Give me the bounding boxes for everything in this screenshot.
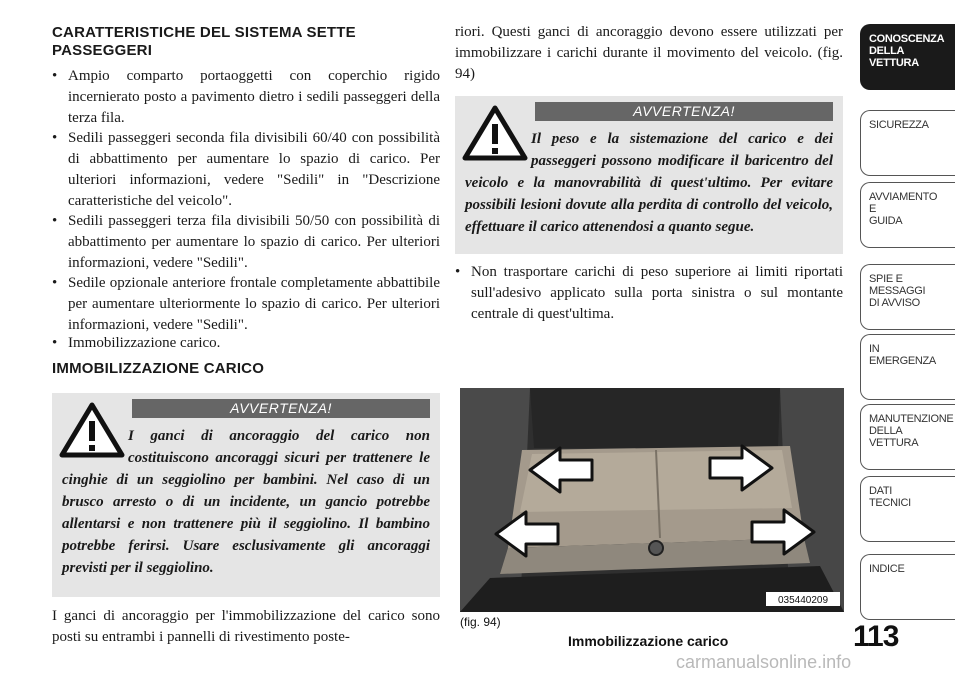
- photo-code: 035440209: [777, 595, 829, 606]
- section-heading-seven-passenger: CARATTERISTICHE DEL SISTEMA SETTE PASSEGGERI: [52, 24, 356, 59]
- bullet-icon: •: [52, 130, 58, 146]
- cargo-area-photo: [460, 388, 844, 612]
- tab-sicurezza[interactable]: SICUREZZA: [860, 110, 955, 176]
- warning-box: [52, 393, 440, 597]
- tab-conoscenza[interactable]: CONOSCENZA DELLA VETTURA: [860, 24, 955, 90]
- list-item: • Non trasportare carichi di peso superiore ai limiti riportati sull'adesivo applicato sulla porta sinistra o sul montante centrale di quest'ultima.: [455, 264, 843, 322]
- tab-emergenza[interactable]: IN EMERGENZA: [860, 334, 955, 400]
- bullet-icon: •: [52, 335, 58, 351]
- cargo-area-illustration: [460, 388, 844, 612]
- tab-spie[interactable]: SPIE E MESSAGGI DI AVVISO: [860, 264, 955, 330]
- watermark: carmanualsonline.info: [676, 652, 852, 672]
- list-item: • Sedili passeggeri terza fila divisibili 50/50 con possibilità di abbattimento per aumentare lo spazio di carico. Per ulteriori informazioni, vedere "Sedili".: [52, 213, 440, 271]
- list-item: • Sedili passeggeri seconda fila divisibili 60/40 con possibilità di abbattimento per aumentare lo spazio di carico. Per ulteriori informazioni, vedere "Sedili" in "Descrizione caratteristiche del veicolo".: [52, 130, 440, 209]
- footer-section-title: Immobilizzazione carico: [568, 633, 729, 649]
- list-item: • Ampio comparto portaoggetti con coperchio rigido incernierato posto a pavimento dietro i sedili passeggeri della terza fila.: [52, 68, 440, 126]
- body-paragraph: I ganci di ancoraggio per l'immobilizzazione del carico sono posti su entrambi i pannelli di rivestimento poste-: [52, 608, 440, 645]
- warning-text: I ganci di ancoraggio del carico non costituiscono ancoraggi sicuri per trattenere le cinghie di un seggiolino per bambini. Nel caso di un brusco arresto o di un incidente, un gancio potrebbe allentarsi e non trattenere più il seggiolino. Il bambino potrebbe ferirsi. Usare esclusivamente gli ancoraggi previsti per il seggiolino.: [62, 428, 430, 576]
- warning-text: Il peso e la sistemazione del carico e dei passeggeri possono modificare il baricentro del veicolo e la manovrabilità di quest'ultimo. Per evitare possibili lesioni dovute alla perdita di controllo del veicolo, effettuare il carico attenendosi a quanto segue.: [465, 131, 833, 235]
- page-number: 113: [853, 620, 899, 653]
- bullet-icon: •: [455, 264, 461, 280]
- bullet-icon: •: [52, 213, 58, 229]
- tab-manutenzione[interactable]: MANUTENZIONE DELLA VETTURA: [860, 404, 955, 470]
- body-paragraph: riori. Questi ganci di ancoraggio devono essere utilizzati per immobilizzare i carichi durante il movimento del veicolo. (fig. 94): [455, 24, 843, 82]
- warning-box: [455, 96, 843, 254]
- tab-avviamento[interactable]: AVVIAMENTO E GUIDA: [860, 182, 955, 248]
- warning-title: AVVERTENZA!: [132, 399, 430, 418]
- bullet-icon: •: [52, 275, 58, 291]
- bullet-icon: •: [52, 68, 58, 84]
- tab-dati-tecnici[interactable]: DATI TECNICI: [860, 476, 955, 542]
- warning-title: AVVERTENZA!: [535, 102, 833, 121]
- list-item: • Sedile opzionale anteriore frontale completamente abbattibile per aumentare ulteriormente lo spazio di carico. Per ulteriori informazioni, vedere "Sedili".: [52, 275, 440, 333]
- tab-indice[interactable]: INDICE: [860, 554, 955, 620]
- list-item: • Immobilizzazione carico.: [52, 333, 440, 354]
- figure-caption: (fig. 94): [460, 615, 501, 629]
- section-heading-cargo-tie-down: IMMOBILIZZAZIONE CARICO: [52, 360, 265, 377]
